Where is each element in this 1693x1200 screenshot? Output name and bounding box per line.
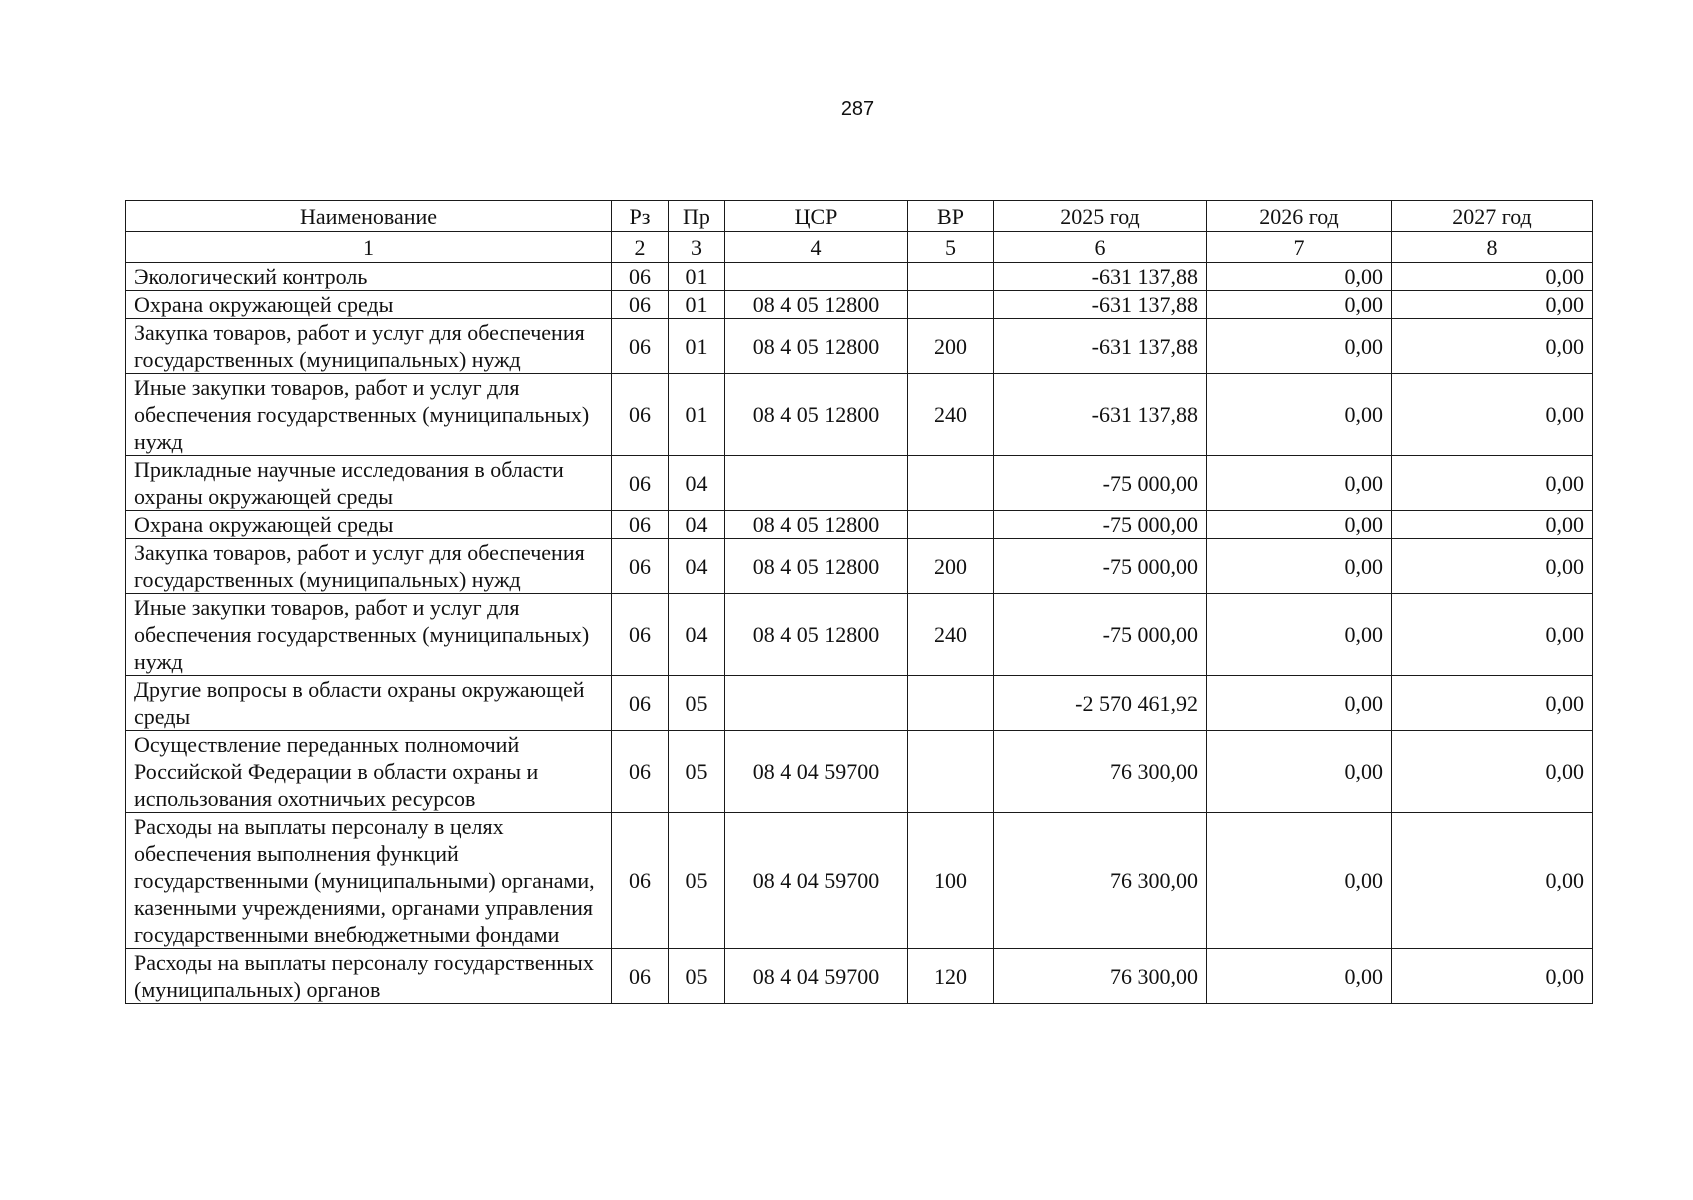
table-row [126, 291, 1593, 319]
row-pr: 05 [669, 813, 725, 949]
row-pr: 05 [669, 676, 725, 731]
row-vr: 200 [908, 539, 994, 594]
row-2025: -631 137,88 [994, 374, 1207, 456]
colnum-5: 5 [908, 232, 994, 263]
row-2027: 0,00 [1392, 263, 1593, 291]
table-row [126, 374, 1593, 456]
row-name: Прикладные научные исследования в области охраны окружающей среды [126, 456, 612, 511]
row-vr [908, 731, 994, 813]
colnum-6: 6 [994, 232, 1207, 263]
row-2025: -2 570 461,92 [994, 676, 1207, 731]
row-2026: 0,00 [1207, 539, 1392, 594]
table-row [126, 539, 1593, 594]
row-csr: 08 4 05 12800 [725, 374, 908, 456]
row-name: Расходы на выплаты персоналу государственных (муниципальных) органов [126, 949, 612, 1004]
row-name: Охрана окружающей среды [126, 511, 612, 539]
header-2025: 2025 год [994, 201, 1207, 232]
row-2026: 0,00 [1207, 263, 1392, 291]
row-2027: 0,00 [1392, 291, 1593, 319]
row-vr: 120 [908, 949, 994, 1004]
row-rz: 06 [612, 813, 669, 949]
row-2026: 0,00 [1207, 319, 1392, 374]
row-name: Расходы на выплаты персоналу в целях обеспечения выполнения функций государственными (муниципальными) органами, казенными учреждениями, органами управления государственными внебюджетными фондами [126, 813, 612, 949]
row-2025: -75 000,00 [994, 594, 1207, 676]
row-2026: 0,00 [1207, 291, 1392, 319]
table-row [126, 263, 1593, 291]
table-row [126, 319, 1593, 374]
row-csr [725, 263, 908, 291]
row-vr [908, 291, 994, 319]
row-2027: 0,00 [1392, 539, 1593, 594]
row-pr: 01 [669, 263, 725, 291]
row-2026: 0,00 [1207, 676, 1392, 731]
row-name: Закупка товаров, работ и услуг для обеспечения государственных (муниципальных) нужд [126, 539, 612, 594]
row-2027: 0,00 [1392, 511, 1593, 539]
row-2026: 0,00 [1207, 456, 1392, 511]
row-rz: 06 [612, 511, 669, 539]
row-rz: 06 [612, 731, 669, 813]
table-row [126, 676, 1593, 731]
header-rz: Рз [612, 201, 669, 232]
row-pr: 04 [669, 539, 725, 594]
row-vr: 240 [908, 374, 994, 456]
row-pr: 04 [669, 594, 725, 676]
row-pr: 04 [669, 511, 725, 539]
row-csr: 08 4 04 59700 [725, 813, 908, 949]
table-row [126, 594, 1593, 676]
row-rz: 06 [612, 676, 669, 731]
row-name: Охрана окружающей среды [126, 291, 612, 319]
row-pr: 05 [669, 949, 725, 1004]
row-csr [725, 676, 908, 731]
row-vr: 240 [908, 594, 994, 676]
table-row [126, 813, 1593, 949]
row-pr: 01 [669, 319, 725, 374]
row-pr: 01 [669, 374, 725, 456]
header-name: Наименование [126, 201, 612, 232]
row-2025: -631 137,88 [994, 263, 1207, 291]
column-number-row [126, 232, 1593, 263]
row-csr: 08 4 05 12800 [725, 291, 908, 319]
row-rz: 06 [612, 949, 669, 1004]
row-vr: 100 [908, 813, 994, 949]
row-vr [908, 456, 994, 511]
row-pr: 01 [669, 291, 725, 319]
row-name: Другие вопросы в области охраны окружающей среды [126, 676, 612, 731]
row-2027: 0,00 [1392, 319, 1593, 374]
colnum-2: 2 [612, 232, 669, 263]
row-csr: 08 4 05 12800 [725, 539, 908, 594]
page-number: 287 [840, 98, 875, 120]
row-2025: -631 137,88 [994, 291, 1207, 319]
row-vr [908, 676, 994, 731]
colnum-7: 7 [1207, 232, 1392, 263]
row-csr: 08 4 04 59700 [725, 731, 908, 813]
row-name: Закупка товаров, работ и услуг для обеспечения государственных (муниципальных) нужд [126, 319, 612, 374]
row-2027: 0,00 [1392, 374, 1593, 456]
row-rz: 06 [612, 319, 669, 374]
row-vr: 200 [908, 319, 994, 374]
table-row [126, 511, 1593, 539]
row-2026: 0,00 [1207, 374, 1392, 456]
row-rz: 06 [612, 291, 669, 319]
row-vr [908, 263, 994, 291]
row-rz: 06 [612, 374, 669, 456]
row-vr [908, 511, 994, 539]
row-2025: -75 000,00 [994, 511, 1207, 539]
row-2027: 0,00 [1392, 731, 1593, 813]
colnum-3: 3 [669, 232, 725, 263]
header-row [126, 201, 1593, 232]
row-pr: 04 [669, 456, 725, 511]
row-rz: 06 [612, 594, 669, 676]
row-2026: 0,00 [1207, 813, 1392, 949]
row-csr [725, 456, 908, 511]
row-csr: 08 4 04 59700 [725, 949, 908, 1004]
row-rz: 06 [612, 539, 669, 594]
row-2027: 0,00 [1392, 949, 1593, 1004]
row-2027: 0,00 [1392, 813, 1593, 949]
budget-table [125, 200, 1593, 1004]
table-row [126, 731, 1593, 813]
row-2027: 0,00 [1392, 676, 1593, 731]
table-row [126, 456, 1593, 511]
row-rz: 06 [612, 263, 669, 291]
row-2025: -75 000,00 [994, 456, 1207, 511]
header-csr: ЦСР [725, 201, 908, 232]
row-2025: -75 000,00 [994, 539, 1207, 594]
row-2025: 76 300,00 [994, 949, 1207, 1004]
header-vr: ВР [908, 201, 994, 232]
colnum-1: 1 [126, 232, 612, 263]
colnum-4: 4 [725, 232, 908, 263]
header-2027: 2027 год [1392, 201, 1593, 232]
row-csr: 08 4 05 12800 [725, 511, 908, 539]
row-2025: -631 137,88 [994, 319, 1207, 374]
row-2027: 0,00 [1392, 594, 1593, 676]
header-pr: Пр [669, 201, 725, 232]
row-2025: 76 300,00 [994, 731, 1207, 813]
row-name: Иные закупки товаров, работ и услуг для обеспечения государственных (муниципальных) нужд [126, 594, 612, 676]
row-2027: 0,00 [1392, 456, 1593, 511]
row-2025: 76 300,00 [994, 813, 1207, 949]
row-2026: 0,00 [1207, 731, 1392, 813]
row-name: Экологический контроль [126, 263, 612, 291]
row-2026: 0,00 [1207, 949, 1392, 1004]
row-2026: 0,00 [1207, 594, 1392, 676]
header-2026: 2026 год [1207, 201, 1392, 232]
row-name: Осуществление переданных полномочий Российской Федерации в области охраны и использования охотничьих ресурсов [126, 731, 612, 813]
row-pr: 05 [669, 731, 725, 813]
row-name: Иные закупки товаров, работ и услуг для обеспечения государственных (муниципальных) нужд [126, 374, 612, 456]
table-row [126, 949, 1593, 1004]
row-csr: 08 4 05 12800 [725, 594, 908, 676]
row-2026: 0,00 [1207, 511, 1392, 539]
colnum-8: 8 [1392, 232, 1593, 263]
row-csr: 08 4 05 12800 [725, 319, 908, 374]
row-rz: 06 [612, 456, 669, 511]
